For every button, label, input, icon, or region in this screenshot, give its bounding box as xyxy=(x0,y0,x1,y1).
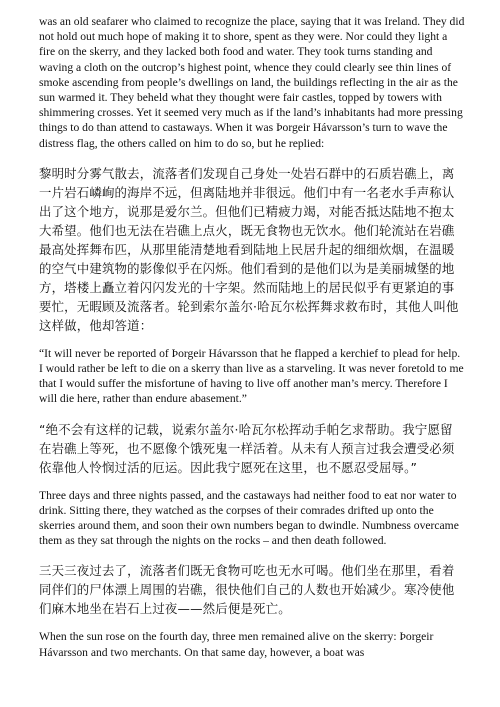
paragraph-zh-3: 三天三夜过去了，流落者们既无食物可吃也无水可喝。他们坐在那里，看着同伴们的尸体漂上周围的岩礁，很快他们自己的人数也开始减少。寒冷使他们麻木地坐在岩石上过夜——然后便是死亡。 xyxy=(39,563,455,617)
paragraph-zh-1: 黎明时分雾气散去，流落者们发现自己身处一处岩石群中的石质岩礁上，离一片岩石嶙峋的海岸不远，但离陆地并非很远。他们中有一名老水手声称认出了这个地方，说那是爱尔兰。但他们已精疲力竭，对能否抵达陆地不抱太大希望。他们也无法在岩礁上点火，既无食物也无饮水。他们轮流站在岩礁最高处挥舞布匹，从那里能清楚地看到陆地上民居升起的细细炊烟，在温暖的空气中建筑物的影像似乎在闪烁。他们看到的是他们以为是美丽城堡的地方，塔楼上矗立着闪闪发光的十字架。然而陆地上的居民似乎有更紧迫的事要忙，无暇顾及流落者。轮到索尔盖尔·哈瓦尔松挥舞求救布时，其他人叫他这样做，他却答道： xyxy=(39,165,459,333)
paragraph-zh-2: “绝不会有这样的记载，说索尔盖尔·哈瓦尔松挥动手帕乞求帮助。我宁愿留在岩礁上等死，也不愿像个饿死鬼一样活着。从未有人预言过我会遭受必须依靠他人怜悯过活的厄运。因此我宁愿死在这里，也不愿忍受屈辱。” xyxy=(39,421,455,475)
paragraph-en-4: When the sun rose on the fourth day, three men remained alive on the skerry: Þorgeir Hávarsson and two merchants. On that same day, however, a boat was xyxy=(39,630,434,659)
paragraph-en-2: “It will never be reported of Þorgeir Hávarsson that he flapped a kerchief to plead for help. I would rather be left to die on a skerry than live as a starveling. It was never foretold to me that I would suffer the misfortune of having to live off another man’s mercy. Therefore I will die here, rather than endure abasement.” xyxy=(39,346,464,406)
paragraph-en-1: was an old seafarer who claimed to recognize the place, saying that it was Ireland. They did not hold out much hope of making it to shore, spent as they were. Nor could they light a fire on the skerry, and they lacked both food and water. They took turns standing and waving a cloth on the outcrop’s highest point, whence they could clearly see thin lines of smoke ascending from people’s dwellings on land, the buildings reflecting in the air as the sun warmed it. They beheld what they thought were fair castles, topped by towers with shimmering crosses. Yet it seemed very much as if the land’s inhabitants had more pressing things to do than attend to castaways. When it was Þorgeir Hávarsson’s turn to wave the distress flag, the others called on him to do so, but he replied: xyxy=(39,15,465,150)
document-page xyxy=(39,14,465,669)
paragraph-en-3: Three days and three nights passed, and the castaways had neither food to eat nor water to drink. Sitting there, they watched as the corpses of their comrades drifted up onto the skerries around them, and soon their own numbers began to dwindle. Numbness overcame them as they sat through the nights on the rocks – and then death followed. xyxy=(39,488,459,548)
